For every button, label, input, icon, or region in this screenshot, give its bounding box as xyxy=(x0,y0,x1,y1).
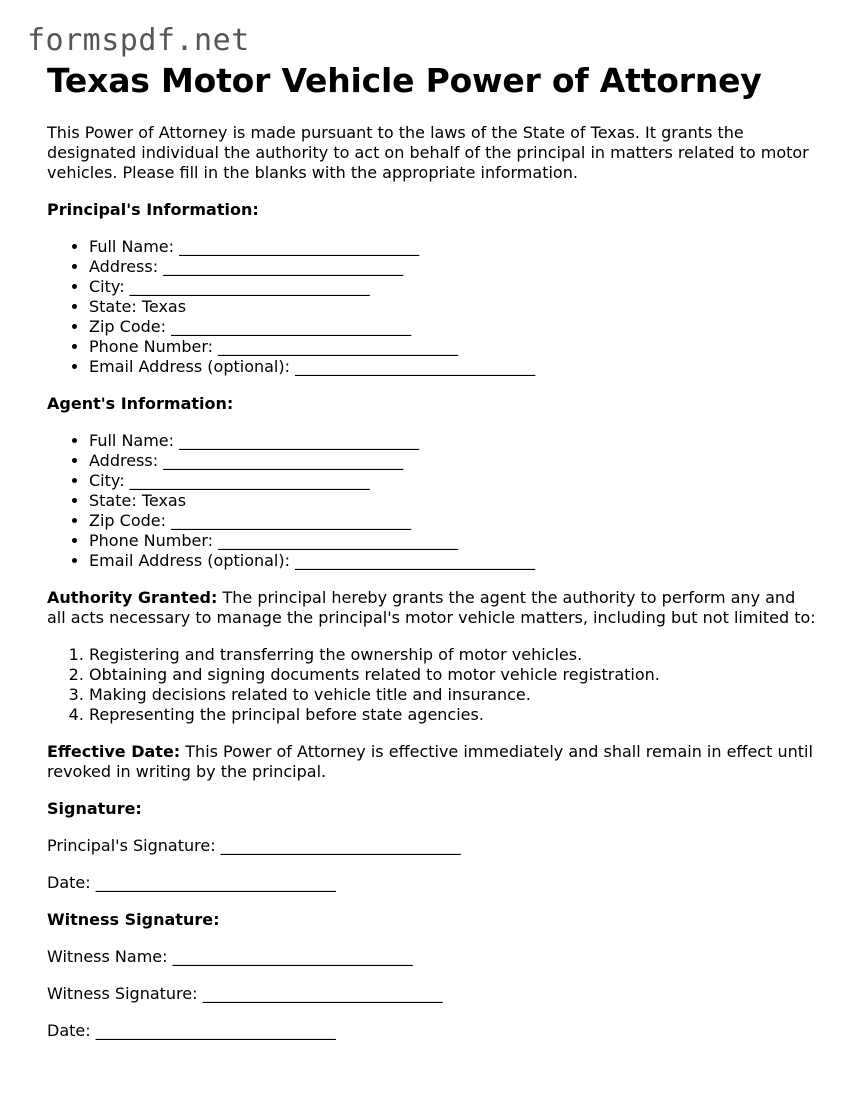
agent-email-field: • Email Address (optional): ______________________________ xyxy=(89,551,817,571)
agent-heading: Agent's Information: xyxy=(47,394,234,413)
authority-list xyxy=(47,645,817,725)
authority-label: Authority Granted: xyxy=(47,588,218,607)
effective-paragraph xyxy=(47,742,817,782)
principal-full-name-field: • Full Name: ______________________________ xyxy=(89,237,817,257)
authority-item: 4. Representing the principal before state agencies. xyxy=(89,705,817,725)
authority-paragraph xyxy=(47,588,817,628)
witness-heading: Witness Signature: xyxy=(47,910,220,929)
authority-text: The principal hereby grants the agent the authority to perform any and all acts necessary to manage the principal's motor vehicle matters, including but not limited to: xyxy=(47,588,816,627)
principal-email-field: • Email Address (optional): ______________________________ xyxy=(89,357,817,377)
agent-state-field: • State: Texas xyxy=(89,491,817,511)
agent-address-field: • Address: ______________________________ xyxy=(89,451,817,471)
principal-zip-field: • Zip Code: ______________________________ xyxy=(89,317,817,337)
principal-signature-line: Principal's Signature: ______________________________ xyxy=(47,836,461,855)
principal-phone-field: • Phone Number: ______________________________ xyxy=(89,337,817,357)
document xyxy=(47,60,817,1041)
authority-item: 3. Making decisions related to vehicle title and insurance. xyxy=(89,685,817,705)
intro-paragraph: This Power of Attorney is made pursuant to the laws of the State of Texas. It grants the designated individual the authority to act on behalf of the principal in matters related to motor vehicles. Please fill in the blanks with the appropriate information. xyxy=(47,123,809,182)
principal-date-line: Date: ______________________________ xyxy=(47,873,336,892)
principal-state-field: • State: Texas xyxy=(89,297,817,317)
witness-name-line: Witness Name: ______________________________ xyxy=(47,947,413,966)
principal-heading: Principal's Information: xyxy=(47,200,259,219)
principal-address-field: • Address: ______________________________ xyxy=(89,257,817,277)
principal-fields-list xyxy=(47,237,817,377)
agent-fields-list xyxy=(47,431,817,571)
document-title: Texas Motor Vehicle Power of Attorney xyxy=(47,61,762,100)
witness-signature-line: Witness Signature: ______________________________ xyxy=(47,984,443,1003)
signature-heading: Signature: xyxy=(47,799,142,818)
watermark: formspdf.net xyxy=(27,23,250,58)
effective-text: This Power of Attorney is effective immediately and shall remain in effect until revoked in writing by the principal. xyxy=(47,742,813,781)
witness-date-line: Date: ______________________________ xyxy=(47,1021,336,1040)
agent-phone-field: • Phone Number: ______________________________ xyxy=(89,531,817,551)
agent-city-field: • City: ______________________________ xyxy=(89,471,817,491)
agent-full-name-field: • Full Name: ______________________________ xyxy=(89,431,817,451)
agent-zip-field: • Zip Code: ______________________________ xyxy=(89,511,817,531)
effective-label: Effective Date: xyxy=(47,742,181,761)
authority-item: 2. Obtaining and signing documents related to motor vehicle registration. xyxy=(89,665,817,685)
principal-city-field: • City: ______________________________ xyxy=(89,277,817,297)
authority-item: 1. Registering and transferring the ownership of motor vehicles. xyxy=(89,645,817,665)
